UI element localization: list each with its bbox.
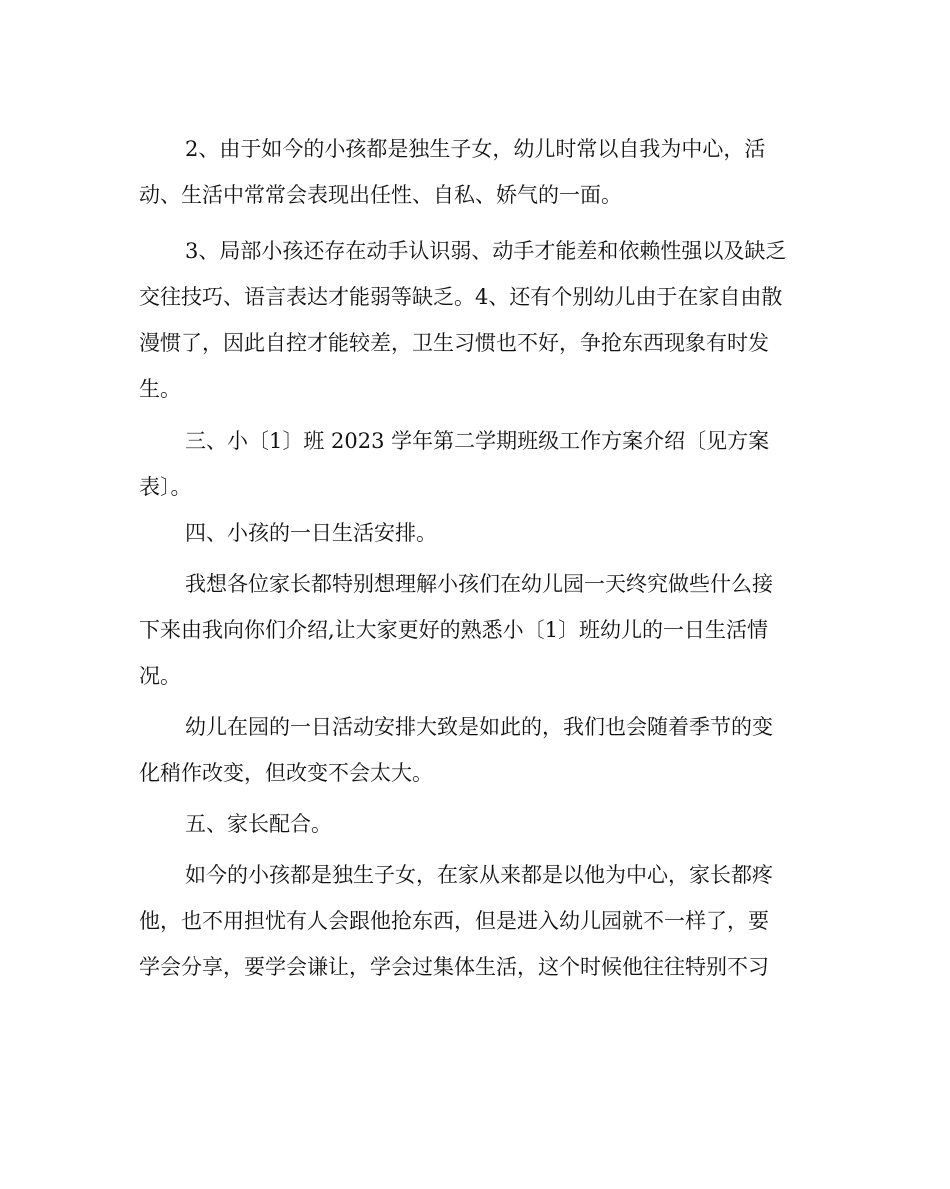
- paragraph-daily-line-1: 我想各位家长都特别想理解小孩们在幼儿园一天终究做些什么接: [185, 572, 773, 596]
- paragraph-parents-line-1: 如今的小孩都是独生子女，在家从来都是以他为中心，家长都疼: [185, 863, 773, 887]
- paragraph-daily-line-3: 况。: [139, 664, 181, 688]
- paragraph-3-line-1: 3、局部小孩还存在动手认识弱、动手才能差和依赖性强以及缺乏: [185, 239, 787, 263]
- paragraph-parents-line-2: 他，也不用担忧有人会跟他抢东西，但是进入幼儿园就不一样了，要: [139, 909, 769, 933]
- paragraph-3-line-2: 交往技巧、语言表达才能弱等缺乏。4、还有个别幼儿由于在家自由散: [139, 285, 783, 309]
- paragraph-schedule-line-1: 幼儿在园的一日活动安排大致是如此的，我们也会随着季节的变: [185, 715, 773, 739]
- section-3-heading-line-1: 三、小〔1〕班 2023 学年第二学期班级工作方案介绍〔见方案: [185, 429, 770, 453]
- paragraph-parents-line-3: 学会分享，要学会谦让，学会过集体生活，这个时候他往往特别不习: [139, 955, 769, 979]
- paragraph-schedule-line-2: 化稍作改变，但改变不会太大。: [139, 761, 433, 785]
- section-5-heading: 五、家长配合。: [185, 812, 332, 836]
- paragraph-2-line-2: 动、生活中常常会表现出任性、自私、娇气的一面。: [139, 183, 622, 207]
- paragraph-3-line-3: 漫惯了，因此自控才能较差，卫生习惯也不好，争抢东西现象有时发: [139, 331, 769, 355]
- section-3-heading-line-2: 表〕。: [139, 475, 192, 499]
- paragraph-daily-line-2: 下来由我向你们介绍,让大家更好的熟悉小〔1〕班幼儿的一日生活情: [139, 618, 769, 642]
- paragraph-2-line-1: 2、由于如今的小孩都是独生子女，幼儿时常以自我为中心，活: [185, 137, 766, 161]
- section-4-heading: 四、小孩的一日生活安排。: [185, 521, 437, 545]
- paragraph-3-line-4: 生。: [139, 377, 181, 401]
